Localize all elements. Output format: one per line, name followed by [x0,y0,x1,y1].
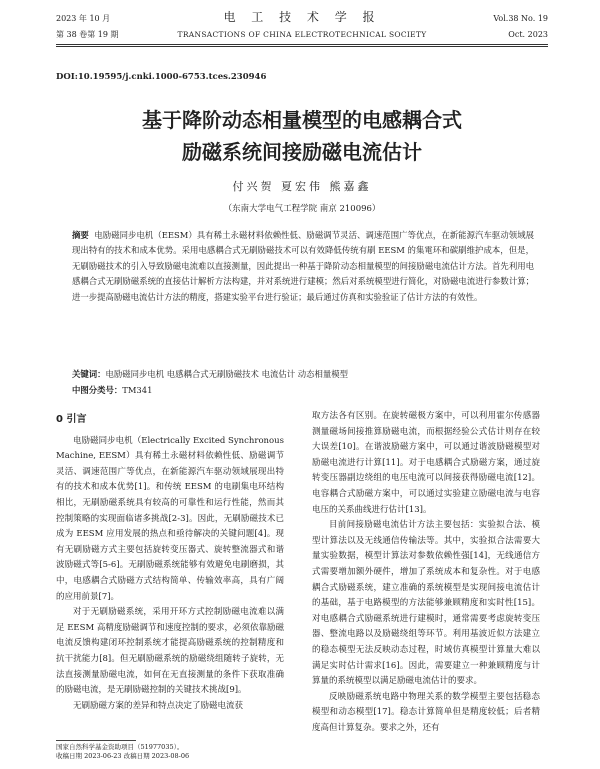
doi: DOI:10.19595/j.cnki.1000-6753.tces.230946 [56,72,267,82]
keywords-text: 电励磁同步电机 电感耦合式无刷励磁技术 电流估计 动态相量模型 [105,369,348,379]
right-column [312,409,540,736]
header-volume-cn: 第 38 卷第 19 期 [56,30,119,39]
header-volume-en: Vol.38 No. 19 [493,14,548,23]
body-paragraph: 无刷励磁方案的差异和特点决定了励磁电流获 [73,700,244,711]
journal-title-cn: 电 工 技 术 学 报 [223,10,381,24]
body-paragraph: 取方法各有区别。在旋转磁极方案中，可以利用霍尔传感器测量磁场间接推算励磁电流，而根据经验公式估计则存在较大误差[10]。在谐波励磁方案中，可以通过谐波励磁模型对励磁电流进行计算[11]。对于电感耦合式励磁方案，通过旋转变压器副边绕组的电压电流可以间接获得励磁电流[12]。电容耦合式励磁方案中，可以通过实验建立励磁电流与电容电压的关系曲线进行估计[13]。 [312,411,540,515]
header-date: 2023 年 10 月 [56,14,111,23]
clc-value: TM341 [122,385,153,395]
header-rule [56,44,548,45]
footnote-dates: 收稿日期 2023-06-23 改稿日期 2023-08-06 [56,752,190,760]
abstract-label: 摘要 [72,230,89,240]
paper-title [56,104,548,168]
abstract-text: 电励磁同步电机（EESM）具有稀土永磁材料依赖性低、励磁调节灵活、调速范围广等优点，在新能源汽车驱动领域展现出特有的技术和成本优势。采用电感耦合式无刷励磁技术可以有效降低传统有刷 EESM 的集電环和碳刷维护成本，但是，无刷励磁技术的引入导致励磁电流难以直接测量，因此提出一种基于降阶动态相量模型的间接励磁电流估计方法。首先利用电感耦合式无刷励磁系统的直接估计解析方法构建，并对系统进行建模；然后对系统模型进行简化，对励磁电流进行参数计算；进一步提高励磁电流估计方法的精度，搭建实验平台进行验证；最后通过仿真和实验验证了估计方法的有效性。 [72,230,535,302]
abstract [72,228,534,305]
clc-number [72,384,534,396]
header-date-en: Oct. 2023 [508,30,548,39]
title-line-2: 励磁系统间接励磁电流估计 [182,140,422,164]
clc-label: 中图分类号： [72,385,123,395]
left-column [56,408,284,714]
body-paragraph: 目前间接励磁电流估计方法主要包括：实验拟合法、模型计算法以及无线通信传输法等。其中，实验拟合法需要大量实验数据，模型计算法对参数依赖性强[14]，无线通信方式需要增加额外硬件，增加了系统成本和复杂性。对于电感耦合式励磁系统，建立准确的系统模型是实现间接电流估计的基础，基于电路模型的方法能够兼顾精度和实时性[15]。对电感耦合式励磁系统进行建模时，通常需要考虑旋转变压器、整流电路以及励磁绕组等环节。利用基波近似方法建立的稳态模型无法反映动态过程，时域仿真模型计算量大难以满足实时估计需求[16]。因此，需要建立一种兼顾精度与计算量的系统模型以满足励磁电流估计的要求。 [312,520,540,687]
footnote-fund: 国家自然科学基金资助项目（51977035）。 [56,743,184,751]
keywords [72,368,534,380]
section-heading-intro: 0 引言 [56,414,87,425]
journal-title-en: TRANSACTIONS OF CHINA ELECTROTECHNICAL SOCIETY [177,30,427,39]
header-rule-thin [56,46,548,47]
body-paragraph: 电励磁同步电机（Electrically Excited Synchronous Machine, EESM）具有稀土永磁材料依赖性低、励磁调节灵活、调速范围广等优点，在新能源汽车驱动领域展现出特有的技术和成本优势[1]。和传统 EESM 的电刷集电环结构相比，无刷励磁系统具有较高的可靠性和运行性能，然而其控制策略的实现面临诸多挑战[2-3]。因此，无刷励磁技术已成为 EESM 应用发展的热点和亟待解决的关键问题[4]。现有无刷励磁方式主要包括旋转变压器式、旋转整流器式和谐波励磁式等[5-6]。无刷励磁系统能够有效避免电刷磨损，其中，电感耦合式励磁方式结构简单、传输效率高，具有广阔的应用前景[7]。 [56,435,284,602]
title-line-1: 基于降阶动态相量模型的电感耦合式 [142,108,462,132]
authors: 付兴贺 夏宏伟 熊嘉鑫 [232,180,372,193]
footnote-rule [56,740,136,741]
body-paragraph: 反映励磁系统电路中物理关系的数学模型主要包括稳态模型和动态模型[17]。稳态计算简单但是精度较低；后者精度高但计算复杂。要求之外，还有 [312,691,540,733]
affiliation: （东南大学电气工程学院 南京 210096） [223,204,381,214]
footnote [56,743,296,761]
body-paragraph: 对于无刷励磁系统，采用开环方式控制励磁电流难以满足 EESM 高精度励磁调节和速度控制的要求，必须依靠励磁电流反馈构建闭环控制系统才能提高励磁系统的控制精度和抗干扰能力[8]。但无刷励磁系统的励磁绕组随转子旋转，无法直接测量励磁电流，如何在无直接测量的条件下获取准确的励磁电流，是无刷励磁控制的关键技术挑战[9]。 [56,607,284,696]
keywords-label: 关键词： [72,369,106,379]
